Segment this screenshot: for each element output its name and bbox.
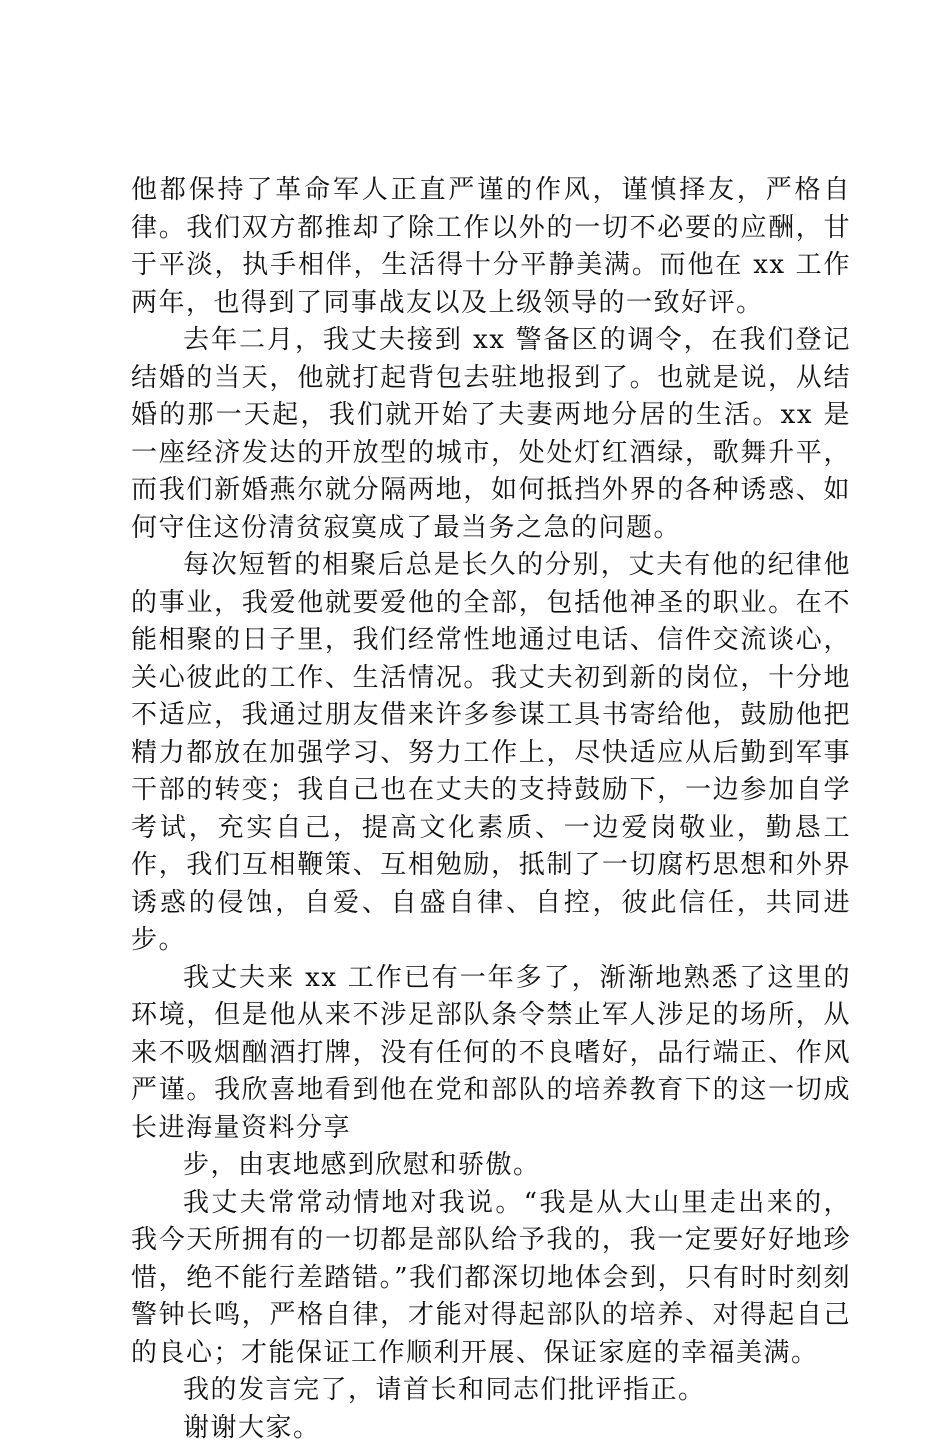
paragraph-1: 他都保持了革命军人正直严谨的作风，谨慎择友，严格自律。我们双方都推却了除工作以外的一切不必要的应酬，甘于平淡，执手相伴，生活得十分平静美满。而他在 xx 工作两年，也得到了同事战友以及上级领导的一致好评。 bbox=[131, 172, 851, 322]
paragraph-4: 我丈夫来 xx 工作已有一年多了，渐渐地熟悉了这里的环境，但是他从来不涉足部队条令禁止军人涉足的场所，从来不吸烟酗酒打牌，没有任何的不良嗜好，品行端正、作风严谨。我欣喜地看到他在党和部队的培养教育下的这一切成长进海量资料分享 bbox=[131, 960, 851, 1148]
paragraph-2: 去年二月，我丈夫接到 xx 警备区的调令，在我们登记结婚的当天，他就打起背包去驻地报到了。也就是说，从结婚的那一天起，我们就开始了夫妻两地分居的生活。xx 是一座经济发达的开放型的城市，处处灯红酒绿，歌舞升平，而我们新婚燕尔就分隔两地，如何抵挡外界的各种诱惑、如何守住这份清贫寂寞成了最当务之急的问题。 bbox=[131, 322, 851, 547]
document-body bbox=[131, 172, 851, 1447]
paragraph-5: 步，由衷地感到欣慰和骄傲。 bbox=[131, 1147, 851, 1185]
paragraph-8: 谢谢大家。 bbox=[131, 1410, 851, 1447]
paragraph-6: 我丈夫常常动情地对我说。“我是从大山里走出来的，我今天所拥有的一切都是部队给予我的，我一定要好好地珍惜，绝不能行差踏错。”我们都深切地体会到，只有时时刻刻警钟长鸣，严格自律，才能对得起部队的培养、对得起自己的良心；才能保证工作顺利开展、保证家庭的幸福美满。 bbox=[131, 1185, 851, 1373]
paragraph-7: 我的发言完了，请首长和同志们批评指正。 bbox=[131, 1372, 851, 1410]
paragraph-3: 每次短暂的相聚后总是长久的分别，丈夫有他的纪律他的事业，我爱他就要爱他的全部，包括他神圣的职业。在不能相聚的日子里，我们经常性地通过电话、信件交流谈心，关心彼此的工作、生活情况。我丈夫初到新的岗位，十分地不适应，我通过朋友借来许多参谋工具书寄给他，鼓励他把精力都放在加强学习、努力工作上，尽快适应从后勤到军事干部的转变；我自己也在丈夫的支持鼓励下，一边参加自学考试，充实自己，提高文化素质、一边爱岗敬业，勤恳工作，我们互相鞭策、互相勉励，抵制了一切腐朽思想和外界诱惑的侵蚀，自爱、自盛自律、自控，彼此信任，共同进步。 bbox=[131, 547, 851, 960]
